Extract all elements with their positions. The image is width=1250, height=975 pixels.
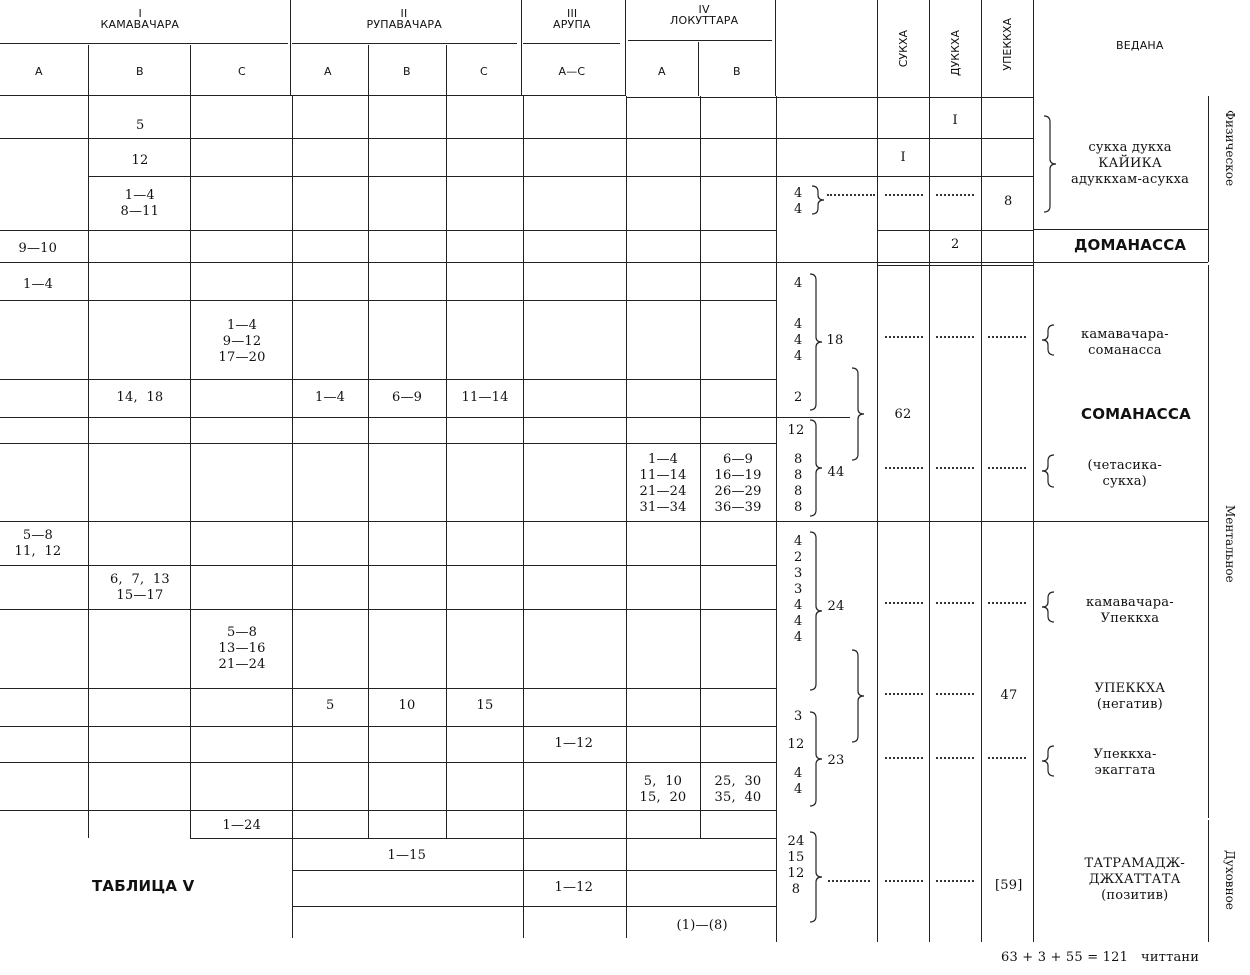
group-number-4: IV [698, 3, 710, 16]
brace-23 [810, 712, 822, 806]
group-name-3: АРУПА [553, 18, 591, 31]
group-name-4: ЛОКУТТАРА [670, 14, 739, 27]
subcol-8: А [658, 65, 666, 78]
cell-r13rb: 10 [398, 698, 416, 713]
count-c6: 8 8 8 8 [794, 452, 803, 515]
cell-r18ar: 1—12 [554, 880, 594, 895]
brace-label-3 [1042, 746, 1054, 776]
label-upekkha: УПЕККХА (негатив) [1094, 681, 1166, 712]
cell-r16c: 1—24 [222, 818, 262, 833]
label-ks: камавачара- соманасса [1081, 327, 1169, 358]
cell-r15la: 5, 10 15, 20 [639, 774, 687, 805]
total-tI2: I [900, 150, 906, 165]
vedana-col-1: СУКХА [897, 30, 910, 68]
section-physical: Физическое [1223, 110, 1237, 187]
subcol-5: В [403, 65, 411, 78]
label-cs: (четасика- сукха) [1087, 458, 1163, 489]
group-number-3: III [567, 7, 578, 20]
total-tI1: I [952, 113, 958, 128]
count-c1: 4 4 [794, 186, 803, 217]
label-ku: камавачара- Упеккха [1086, 595, 1174, 626]
section-spiritual: Духовное [1223, 850, 1237, 910]
subcol-6: С [480, 65, 488, 78]
count-c3: 4 4 4 [794, 317, 803, 364]
total-t2: 2 [951, 237, 960, 252]
group-name-1: КАМАВАЧАРА [100, 18, 180, 31]
cell-r13ra: 5 [326, 698, 335, 713]
subcol-9: В [733, 65, 741, 78]
section-mental: Ментальное [1223, 505, 1237, 583]
cell-r14ar: 1—12 [554, 736, 594, 751]
brace-4-4 [812, 186, 824, 214]
cell-r13rc: 15 [476, 698, 494, 713]
cell-r15lb: 25, 30 35, 40 [714, 774, 762, 805]
brace-label-1 [1042, 455, 1054, 487]
brace-label-0 [1042, 325, 1054, 355]
count-c10: 4 4 [794, 766, 803, 797]
cell-r12c: 5—8 13—16 21—24 [218, 625, 266, 672]
cell-r7rc: 11—14 [461, 390, 509, 405]
count-c9: 12 [787, 737, 805, 752]
total-t47: 47 [1000, 688, 1018, 703]
footer-total: 63 + 3 + 55 = 121 читтани [1001, 950, 1200, 965]
vedana-col-2: ДУККХА [949, 30, 962, 76]
total-t18: 18 [826, 333, 844, 348]
brace-label-2 [1042, 592, 1054, 622]
total-t8: 8 [1004, 194, 1013, 209]
count-c2: 4 [794, 276, 803, 291]
brace-62 [852, 368, 864, 460]
table-title: ТАБЛИЦА V [92, 877, 195, 895]
cell-r7ra: 1—4 [315, 390, 346, 405]
total-t62: 62 [894, 407, 912, 422]
cell-r19l: (1)—(8) [676, 918, 728, 933]
cell-r9la: 1—4 11—14 21—24 31—34 [639, 452, 687, 515]
total-t44: 44 [827, 465, 845, 480]
subcol-3: С [238, 65, 246, 78]
cell-r7b: 14, 18 [116, 390, 164, 405]
label-somanassa: СОМАНАССА [1081, 405, 1191, 423]
subcol-4: А [324, 65, 332, 78]
brace-44 [810, 420, 822, 516]
count-c4: 2 [794, 390, 803, 405]
group-number-1: I [138, 7, 142, 20]
cell-r9lb: 6—9 16—19 26—29 36—39 [714, 452, 762, 515]
label-kayika: сукха дукха КАЙИКА адуккхам-асукха [1071, 140, 1190, 187]
brace-kayika [1044, 116, 1056, 212]
cell-r17r: 1—15 [387, 848, 427, 863]
subcol-2: В [136, 65, 144, 78]
vedana-col-3: УПЕККХА [1001, 18, 1014, 71]
cell-r11b: 6, 7, 13 15—17 [110, 572, 170, 603]
cell-r10a: 5—8 11, 12 [14, 528, 62, 559]
count-c5: 12 [787, 423, 805, 438]
count-c7: 4 2 3 3 4 4 4 [794, 534, 803, 645]
group-name-2: РУПАВАЧАРА [366, 18, 442, 31]
count-c11: 24 15 12 8 [787, 834, 805, 897]
total-t59: [59] [995, 878, 1023, 893]
brace-47 [852, 650, 864, 742]
cell-r2b: 12 [131, 153, 149, 168]
label-domanassa: ДОМАНАССА [1074, 236, 1187, 254]
total-t23: 23 [827, 753, 845, 768]
count-c8: 3 [794, 709, 803, 724]
vedana-title: ВЕДАНА [1116, 39, 1164, 52]
label-ue: Упеккха- экаггата [1093, 747, 1157, 778]
cell-r4a: 9—10 [18, 241, 58, 256]
label-tatra: ТАТРАМАДЖ- ДЖХАТТАТА (позитив) [1084, 856, 1186, 903]
brace-24 [810, 532, 822, 690]
cell-r3b: 1—4 8—11 [120, 188, 160, 219]
cell-r1b: 5 [136, 118, 145, 133]
brace-18 [810, 274, 822, 410]
total-t24: 24 [827, 599, 845, 614]
subcol-1: А [35, 65, 43, 78]
cell-r6c: 1—4 9—12 17—20 [218, 318, 266, 365]
group-number-2: II [400, 7, 408, 20]
cell-r5a: 1—4 [23, 277, 54, 292]
cell-r7rb: 6—9 [392, 390, 423, 405]
brace-59 [810, 832, 822, 922]
subcol-7: А—С [558, 65, 586, 78]
